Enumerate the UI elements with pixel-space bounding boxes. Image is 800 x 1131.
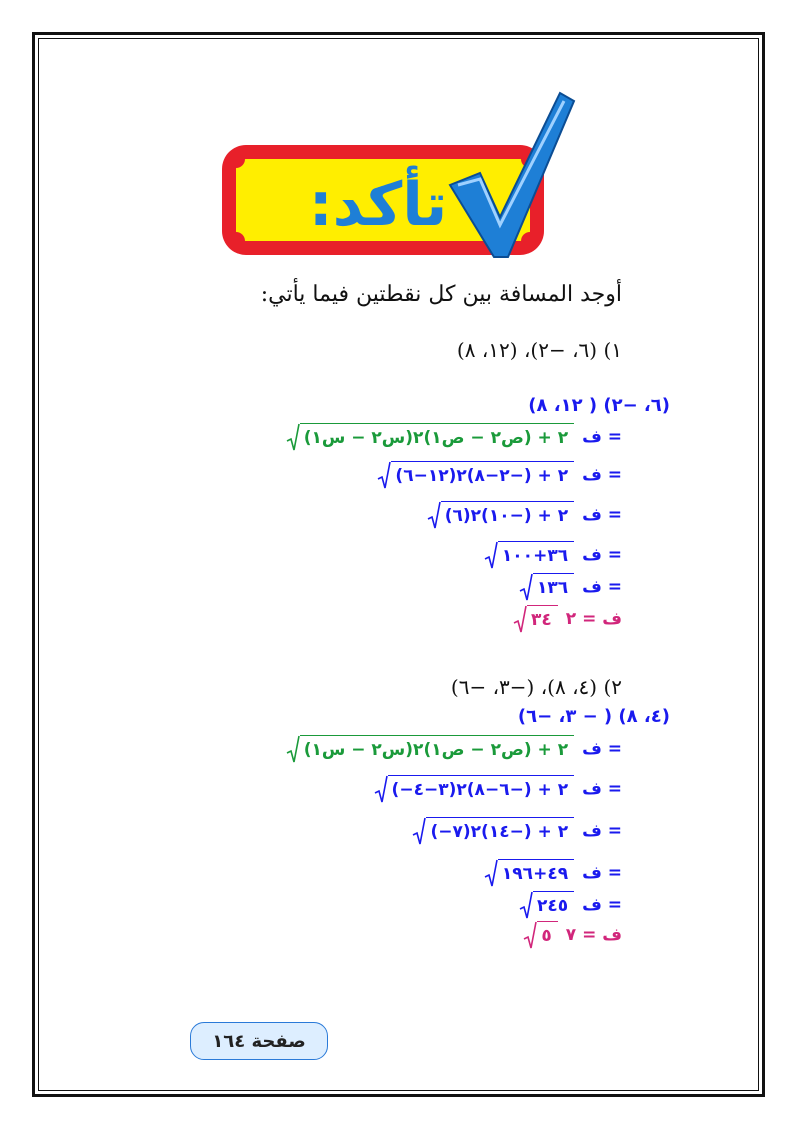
p1-step-3-expr: (٦)٢ + (−١٠)٢ xyxy=(441,501,574,529)
p2-step-4 xyxy=(484,858,622,888)
p2-step-2-expr: (−٣−٤)٢ + (−٦−٨)٢ xyxy=(388,775,575,803)
p2-step-6-root xyxy=(523,921,557,949)
p2-step-4-root xyxy=(484,859,574,887)
radical-icon xyxy=(519,573,533,601)
p2-step-5 xyxy=(519,890,622,920)
p1-step-5 xyxy=(519,572,622,602)
p2-step-3-root xyxy=(412,817,574,845)
p2-step-3-expr: (−٧)٢ + (−١٤)٢ xyxy=(426,817,574,845)
p1-step-1-root xyxy=(286,423,574,451)
problem-1-label: ١) (٦، −٢)، (١٢، ٨) xyxy=(456,338,622,362)
p1-step-6-expr: ٣٤ xyxy=(527,605,558,633)
radical-icon xyxy=(484,541,498,569)
p2-step-3 xyxy=(412,816,622,846)
p1-step-5-expr: ١٣٦ xyxy=(533,573,574,601)
p1-step-2-root xyxy=(377,461,574,489)
radical-icon xyxy=(412,817,426,845)
p1-step-5-root xyxy=(519,573,574,601)
radical-icon xyxy=(519,891,533,919)
instruction-text: أوجد المسافة بين كل نقطتين فيما يأتي: xyxy=(260,282,622,307)
p1-step-3-lhs: ف = xyxy=(582,505,622,525)
p2-step-5-root xyxy=(519,891,574,919)
p1-step-4-expr: ٣٦+١٠٠ xyxy=(498,541,574,569)
radical-icon xyxy=(286,735,300,763)
p2-step-1-lhs: ف = xyxy=(582,739,622,759)
p2-step-1-expr: (س٢ − س١)٢ + (ص٢ − ص١)٢ xyxy=(300,735,574,763)
p1-step-2-lhs: ف = xyxy=(582,465,622,485)
p2-step-2-root xyxy=(374,775,575,803)
radical-icon xyxy=(523,921,537,949)
p1-step-1-lhs: ف = xyxy=(582,427,622,447)
p1-step-3 xyxy=(427,500,622,530)
p1-step-4-root xyxy=(484,541,574,569)
radical-icon xyxy=(286,423,300,451)
p2-step-5-lhs: ف = xyxy=(582,895,622,915)
page-number-badge: صفحة ١٦٤ xyxy=(190,1022,328,1060)
radical-icon xyxy=(374,775,388,803)
p2-step-1 xyxy=(286,734,622,764)
check-banner xyxy=(218,75,578,265)
problem-1-points: (٦، −٢) ( ١٢، ٨) xyxy=(528,395,670,416)
radical-icon xyxy=(377,461,391,489)
p2-step-4-lhs: ف = xyxy=(582,863,622,883)
p1-step-5-lhs: ف = xyxy=(582,577,622,597)
p2-step-3-lhs: ف = xyxy=(582,821,622,841)
banner-title: تأكد: xyxy=(308,170,448,240)
radical-icon xyxy=(484,859,498,887)
p1-step-6-root xyxy=(513,605,558,633)
problem-2-label: ٢) (٤، ٨)، (−٣، −٦) xyxy=(450,675,622,699)
p1-step-4-lhs: ف = xyxy=(582,545,622,565)
radical-icon xyxy=(427,501,441,529)
radical-icon xyxy=(513,605,527,633)
p1-step-4 xyxy=(484,540,622,570)
p2-step-6-lhs: ف = ٧ xyxy=(565,925,622,945)
p1-step-2-expr: (١٢−٦)٢ + (−٢−٨)٢ xyxy=(391,461,574,489)
problem-2-points: (٤، ٨) ( − ٣، −٦) xyxy=(517,706,670,727)
p2-step-6-expr: ٥ xyxy=(537,921,557,949)
p2-step-2-lhs: ف = xyxy=(582,779,622,799)
p1-step-1 xyxy=(286,422,622,452)
p1-step-6 xyxy=(513,604,622,634)
p2-step-4-expr: ٤٩+١٩٦ xyxy=(498,859,574,887)
p2-step-2 xyxy=(374,774,622,804)
p2-step-1-root xyxy=(286,735,574,763)
p1-step-3-root xyxy=(427,501,574,529)
p1-step-6-lhs: ف = ٢ xyxy=(565,609,622,629)
p2-step-5-expr: ٢٤٥ xyxy=(533,891,574,919)
p1-step-2 xyxy=(377,460,622,490)
p1-step-1-expr: (س٢ − س١)٢ + (ص٢ − ص١)٢ xyxy=(300,423,574,451)
p2-step-6 xyxy=(523,920,622,950)
